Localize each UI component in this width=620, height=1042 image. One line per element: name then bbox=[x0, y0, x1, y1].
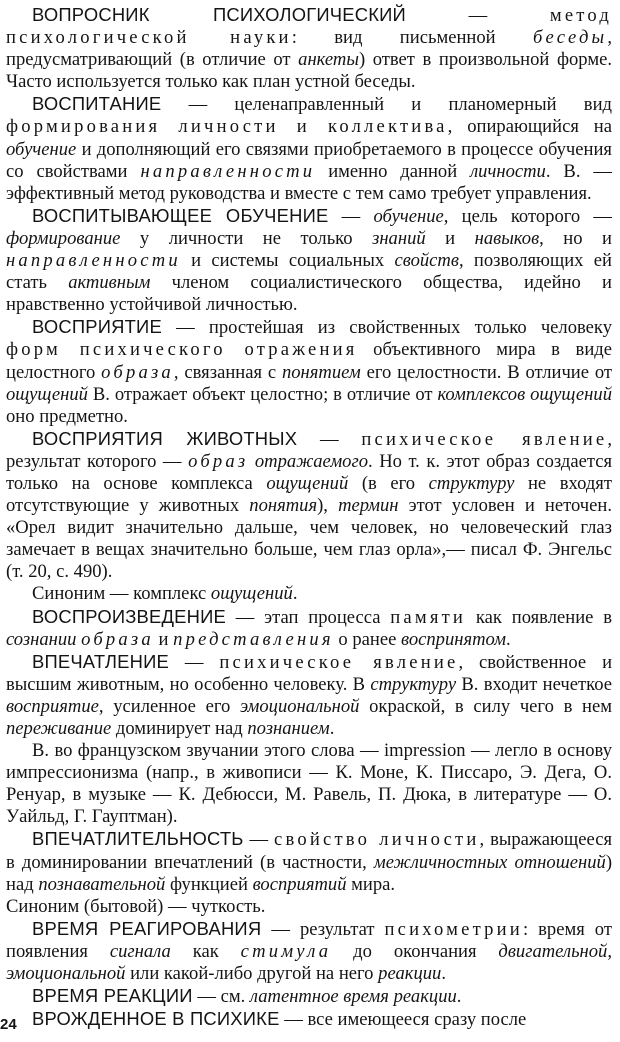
italic-term: анкеты bbox=[298, 49, 359, 71]
entry-note bbox=[6, 896, 612, 918]
text-run: В. отражает объект целостно; в отличие от bbox=[87, 383, 438, 405]
italic-term: обучение bbox=[373, 205, 444, 227]
italic-term: свойств bbox=[394, 250, 459, 272]
italic-term: формирование bbox=[6, 227, 121, 249]
text-run: , позволяющих ей стать bbox=[6, 250, 612, 294]
text-run: объективного мира в виде целостного bbox=[6, 339, 612, 383]
italic-term: сигнала bbox=[109, 940, 171, 962]
text-run: : вид письменной bbox=[291, 27, 533, 49]
text-run: , выражающееся в доминировании впечатлений (в частности, bbox=[6, 829, 612, 873]
text-run: : время от появления bbox=[6, 918, 612, 962]
text-run: Синоним (бытовой) — чуткость. bbox=[6, 895, 266, 917]
dictionary-entry bbox=[6, 651, 612, 829]
italic-term: образа bbox=[81, 628, 154, 650]
dictionary-entry bbox=[6, 93, 612, 204]
text-run: у личности не только bbox=[120, 227, 373, 249]
text-run: — bbox=[297, 428, 362, 450]
entry-headword: ВПЕЧАТЛЕНИЕ bbox=[32, 650, 169, 672]
text-run: , опирающийся на bbox=[447, 116, 612, 138]
italic-term: навыков bbox=[474, 227, 540, 249]
page-number: 24 bbox=[0, 1015, 17, 1033]
dictionary-entry bbox=[6, 828, 612, 917]
entry-note bbox=[6, 740, 612, 828]
text-run: В. входит нечеткое bbox=[456, 673, 612, 695]
text-run: . bbox=[506, 628, 511, 650]
entry-headword: ВРЕМЯ РЕАГИРОВАНИЯ bbox=[32, 917, 262, 939]
text-run: — bbox=[328, 205, 374, 227]
text-run: как bbox=[170, 940, 241, 962]
italic-term: термин bbox=[338, 495, 399, 517]
spaced-term: психическое явление bbox=[361, 428, 608, 450]
text-run: — целенаправленный и планомерный вид bbox=[161, 94, 612, 116]
entry-definition bbox=[6, 4, 612, 93]
italic-term: понятием bbox=[281, 361, 361, 383]
italic-term: познанием bbox=[247, 718, 330, 739]
spaced-term: метод психологической науки bbox=[6, 5, 612, 49]
italic-term: переживание bbox=[6, 718, 112, 739]
italic-term: отражаемого bbox=[254, 450, 369, 472]
text-run: как появление в bbox=[466, 606, 612, 628]
italic-term: личности bbox=[470, 160, 546, 182]
entry-definition bbox=[6, 606, 612, 651]
text-run: Синоним — комплекс bbox=[32, 583, 211, 605]
italic-term: восприятие bbox=[6, 695, 99, 717]
text-run: членом социалистического общества, идейно и нравственно устойчивой личностью. bbox=[6, 272, 612, 316]
spaced-term: формирования личности и коллектива bbox=[6, 116, 448, 138]
text-run: окраской, в силу чего в нем bbox=[359, 695, 612, 717]
text-run: и дополняющий его связями приобретаемого в процессе обучения со свойствами bbox=[6, 138, 612, 182]
dictionary-entry bbox=[6, 606, 612, 651]
text-run: — см. bbox=[192, 986, 250, 1008]
text-run: В. во французском звучании этого слова — impression — легло в основу импрессионизма (напр., в живописи — К. Моне, К. Писсаро, Э. Дега, О. Ренуар, в музыке — К. Дебюсси, М. Равель, П. Дюка, в литературе — О. Уайльд, Г. Гауптман). bbox=[6, 740, 612, 828]
entry-headword: ВПЕЧАТЛИТЕЛЬНОСТЬ bbox=[32, 828, 244, 850]
italic-term: образа bbox=[101, 361, 174, 383]
text-run: не входят отсутствующие у животных bbox=[6, 472, 612, 517]
italic-term: ощущений bbox=[6, 383, 88, 405]
entry-headword: ВРЕМЯ РЕАКЦИИ bbox=[32, 985, 193, 1007]
text-run: . bbox=[329, 718, 335, 739]
text-run: функцией bbox=[165, 873, 253, 895]
entry-definition bbox=[6, 428, 612, 584]
text-run: ), bbox=[317, 495, 339, 517]
text-run: ) над bbox=[6, 851, 613, 895]
spaced-term: форм психического отражения bbox=[6, 339, 358, 361]
text-run: о ранее bbox=[333, 628, 401, 650]
text-run: или какой-либо другой на него bbox=[125, 963, 379, 985]
spaced-term: психометрии bbox=[384, 918, 523, 940]
dictionary-entry bbox=[6, 1008, 612, 1031]
text-run: . bbox=[441, 963, 446, 985]
italic-term: направленности bbox=[6, 250, 181, 272]
italic-term: эмоциональной bbox=[240, 695, 360, 717]
text-run: . Но т. к. этот образ создается только на основе комплекса bbox=[6, 450, 612, 494]
text-run: — этап процесса bbox=[225, 606, 391, 628]
dictionary-entry bbox=[6, 428, 612, 606]
italic-term: структуру bbox=[370, 673, 457, 695]
italic-term: реакции bbox=[378, 963, 442, 985]
text-run: , свойственное и высшим животным, но особенно человеку. В bbox=[6, 651, 613, 695]
dictionary-entry bbox=[6, 205, 612, 316]
italic-term: представления bbox=[173, 628, 334, 650]
entry-note bbox=[6, 583, 612, 605]
italic-term: комплексов ощущений bbox=[437, 383, 612, 405]
text-run: ) ответ в произвольной форме. Часто используется только как план устной беседы. bbox=[6, 49, 612, 93]
italic-term: восприятий bbox=[252, 873, 347, 895]
text-run: оно предметно. bbox=[6, 405, 128, 427]
entry-definition bbox=[6, 316, 612, 427]
text-run: , предусматривающий (в отличие от bbox=[6, 27, 612, 71]
dictionary-entry bbox=[6, 985, 612, 1008]
text-run: — bbox=[243, 829, 275, 851]
text-run: — bbox=[168, 651, 220, 673]
text-run: до окончания bbox=[331, 940, 499, 962]
italic-term: понятия bbox=[249, 495, 318, 517]
entry-definition bbox=[6, 93, 612, 204]
entry-definition bbox=[6, 985, 612, 1008]
spaced-term: свойство личности bbox=[274, 829, 480, 851]
text-run: доминирует над bbox=[111, 718, 248, 739]
entry-definition bbox=[6, 651, 612, 740]
text-run: . В. — эффективный метод руководства и вместе с тем само требует управления. bbox=[6, 160, 612, 204]
text-run: . bbox=[292, 583, 298, 605]
italic-term: беседы bbox=[532, 27, 608, 49]
entry-headword: ВОСПРИЯТИЯ ЖИВОТНЫХ bbox=[32, 427, 298, 449]
text-run: , цель которого — bbox=[443, 205, 612, 227]
entry-headword: ВРОЖДЕННОЕ В ПСИХИКЕ bbox=[32, 1008, 280, 1030]
text-run: и bbox=[425, 227, 475, 249]
dictionary-entry bbox=[6, 316, 612, 427]
italic-term: межличностных отношений bbox=[373, 851, 606, 873]
italic-term: активным bbox=[68, 272, 151, 294]
italic-term: познавательной bbox=[38, 873, 166, 895]
italic-term: сознании bbox=[6, 628, 77, 650]
text-run: , но и bbox=[539, 227, 612, 249]
entries-column bbox=[6, 4, 612, 1031]
text-run: — bbox=[405, 5, 550, 26]
text-run: , связанная с bbox=[173, 361, 282, 383]
entry-definition bbox=[6, 205, 612, 316]
spaced-term: психическое явление bbox=[219, 651, 459, 673]
text-run: — простейшая из свойственных только человеку bbox=[161, 317, 612, 339]
text-run: мира. bbox=[346, 873, 396, 895]
dictionary-entry bbox=[6, 918, 612, 985]
entry-definition bbox=[6, 828, 612, 895]
text-run: и bbox=[153, 628, 174, 650]
italic-term: ощущений bbox=[210, 583, 293, 605]
entry-definition bbox=[6, 918, 612, 985]
text-run: , усиленное его bbox=[98, 695, 240, 717]
entry-headword: ВОСПРИЯТИЕ bbox=[32, 316, 162, 338]
text-run: этот условен и неточен. «Орел видит значительно дальше, чем человек, но человеческий глаз замечает в вещах значительно больше, чем глаз орла»,— писал Ф. Энгельс (т. 20, с. 490). bbox=[6, 495, 613, 583]
text-run: его целостности. В отличие от bbox=[360, 361, 612, 383]
italic-term: знаний bbox=[372, 227, 426, 249]
entry-definition bbox=[6, 1008, 612, 1031]
text-run: — все имеющееся сразу после bbox=[279, 1009, 527, 1031]
entry-headword: ВОСПРОИЗВЕДЕНИЕ bbox=[32, 605, 226, 627]
italic-term: направленности bbox=[140, 160, 316, 182]
italic-term: стимула bbox=[240, 940, 332, 962]
italic-term: латентное время реакции bbox=[249, 986, 457, 1008]
italic-term: ощущений bbox=[266, 472, 349, 494]
text-run: именно данной bbox=[315, 160, 471, 182]
spaced-term: памяти bbox=[390, 606, 467, 628]
entry-headword: ВОПРОСНИК ПСИХОЛОГИЧЕСКИЙ bbox=[32, 4, 406, 25]
italic-term: обучение bbox=[6, 138, 77, 160]
text-run: и системы социальных bbox=[180, 250, 395, 272]
italic-term: воспринятом bbox=[401, 628, 507, 650]
text-run: . bbox=[456, 986, 462, 1008]
entry-headword: ВОСПИТАНИЕ bbox=[32, 93, 162, 115]
italic-term: структуру bbox=[428, 472, 515, 494]
italic-term: двигательной, эмоциональной bbox=[6, 940, 612, 985]
text-run: (в его bbox=[348, 472, 429, 494]
dictionary-entry bbox=[6, 4, 612, 93]
text-run: , результат которого — bbox=[6, 428, 613, 472]
italic-term: образ bbox=[188, 450, 249, 472]
entry-headword: ВОСПИТЫВАЮЩЕЕ ОБУЧЕНИЕ bbox=[32, 204, 329, 226]
text-run: — результат bbox=[261, 918, 385, 940]
